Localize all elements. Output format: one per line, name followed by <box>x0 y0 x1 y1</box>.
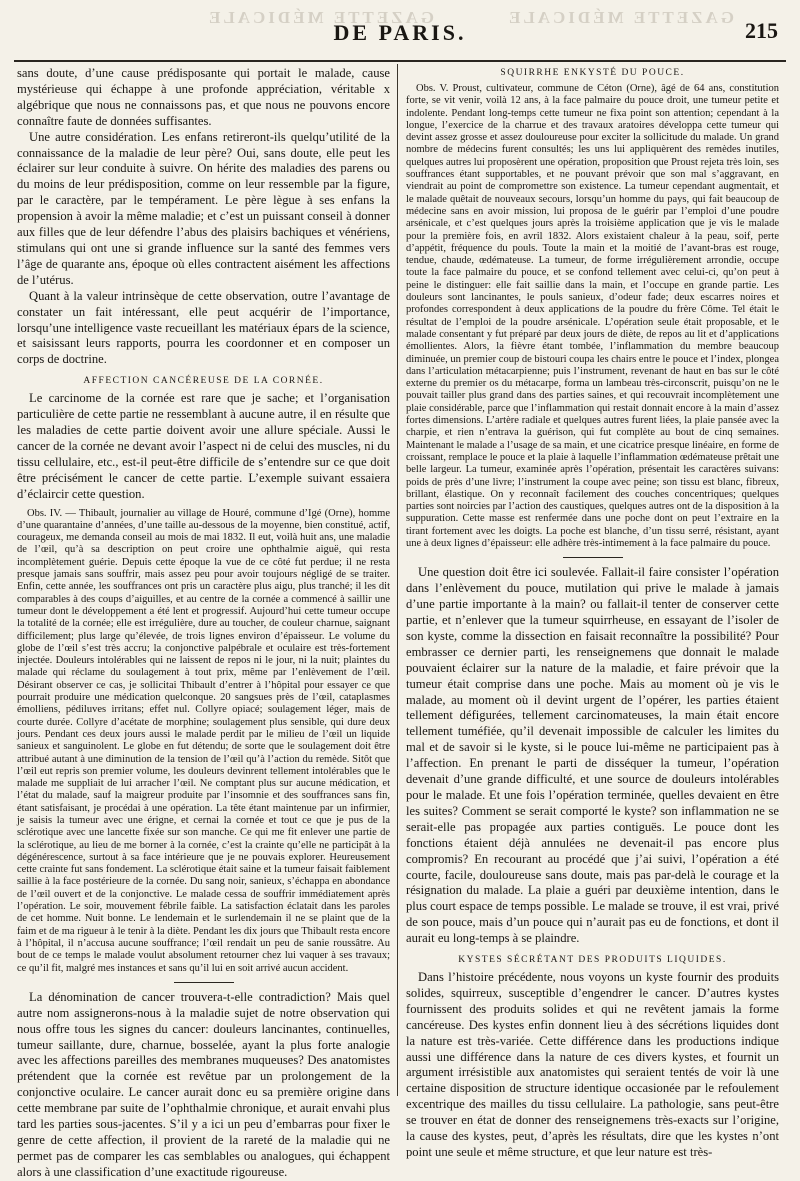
paragraph: Une question doit être ici soulevée. Fallait-il faire consister l’opération dans l’enlèvement du pouce, mutilation qui prive le malade à jamais d’une partie importante à la main? ou fallait-il tenter de conserver cette partie, et n’enlever que la tumeur squirrheuse, en essayant de l’isoler de son kyste, comme la dissection en faisait reconnaître la possibilité? Pour embrasser ce dernier parti, les renseignemens que donnait le malade pouvaient éclairer sur la nature de la maladie, et faire prévoir que la tumeur était comprise dans une poche. Mais au moment où je vis le malade, au moment où il devint urgent de l’opérer, les parties étaient tellement défigurées, tellement carcinomateuses, la main était encore tellement tuméfiée, qu’il devenait impossible de calculer les limites du mal et de savoir si le kyste, si le pouce lui-même ne participaient pas à l’affection. En prenant le parti de disséquer la tumeur, l’opération devenait d’une grande difficulté, et une source de douleurs intolérables pour le malade. Et une fois l’opération terminée, quelles devaient en être les suites? Comment se serait comporté le kyste? son inflammation ne se serait-elle pas propagée aux parties contiguës. Le pouce dont les fonctions étaient déjà annulées ne devenait-il pas encore plus compromis? En recourant au procédé que j’ai suivi, l’opération a été courte, facile, douloureuse sans doute, mais pas par-delà le courage et la résignation du malade. La plaie a guéri par deuxième intention, dans le plus court espace de temps possible. Le malade se trouve, il est vrai, privé de son pouce, mais d’un pouce qui n’aurait pas eu de fonctions, et dont il aurait eu long-temps à se plaindre. <box>406 565 779 946</box>
section-heading-cornea: AFFECTION CANCÉREUSE DE LA CORNÉE. <box>83 376 324 387</box>
section-heading-cysts: KYSTES SÉCRÉTANT DES PRODUITS LIQUIDES. <box>458 955 727 966</box>
bleed-through-right: GAZETTE MÉDICALE <box>506 8 734 27</box>
observation-v: Obs. V. Proust, cultivateur, commune de Céton (Orne), âgé de 64 ans, constitution forte, se vit venir, voilà 12 ans, à la face palmaire du pouce droit, une tumeur petite et indolente. Pendant long-temps cette tumeur ne fixa point son attention; cependant à la longue, l’exercice de la charrue et des travaux aratoires développa cette tumeur qui devint assez grosse et assez douloureuse pour exciter la sollicitude du malade. Un grand nombre de médecins furent consultés; les uns lui appliquèrent des remèdes inutiles, quelques autres lui proposèrent une opération, proposition que Proust rejeta très loin, ses souffrances étant supportables, et ne pouvant prévoir que son mal s’aggravant, en viendrait au point de compromettre son existence. La tumeur cependant augmentait, et le malade quêtait de nouveaux secours, lorsqu’un homme du pays, qui fait beaucoup de médecine sans en avoir mission, lui proposa de le guérir par l’emploi d’une poudre arsénicale, et c’est quelques jours après la troisième application que je vis le malade pour la première fois, en avril 1832. Alors existaient chaleur à la peau, soif, perte d’appétit, fréquence du pouls. Toute la main et la moitié de l’avant-bras est rouge, tendue, chaude, œdémateuse. La tumeur, de forme irrégulièrement arrondie, occupe toute la face palmaire du pouce, et se confond tellement avec celui-ci, qu’on peut à peine le distinguer: elle fait saillie dans la main, et l’occupe en grande partie. Les douleurs sont lancinantes, le pouls sanieux, d’odeur fade; deux escarres noires et profondes correspondent à deux applications de la poudre du frère Côme. Tel était le résultat de l’emploi de la poudre arsénicale. L’opération seule était proposable, et le malade consentant y fut préparé par deux jours de diète, de repos au lit et d’applications émollientes. Alors, la fièvre étant tombée, l’inflammation du membre beaucoup diminuée, un premier coup de bistouri coupa les chairs entre le pouce et l’index, plongea dans l’articulation métacarpienne; puis l’instrument, revenant de haut en bas sur le côté externe du premier os du métacarpe, forma un lambeau très-circonscrit, puisqu’on ne le pouvait tailler plus grand dans des parties saines, et qui recouvrait incomplètement une plaie considérable, parce que l’inflammation qui restait donnait encore à la main d’assez fortes dimensions. L’artère radiale et quelques autres furent liées, la plaie pansée avec la charpie, et rien n’entrava la guérison, qui fut complète au bout de cinq semaines. Maintenant le malade a l’usage de sa main, et une cicatrice presque linéaire, en forme de croissant, remplace le pouce et la plaie à laquelle l’inflammation œdémateuse prêtait une belle largeur. La tumeur, examinée après l’opération, présentait les caractères suivans: poids de près d’une livre; l’instrument la coupe avec peine; son tissu est blanc, fibreux, brillant, élastique. On y reconnaît facilement des couches concentriques; quelques parties sont noircies par l’action des caustiques, quelques autres ont de la disposition à la suppuration. Cette masse est renfermée dans une poche dont on peut l’extraire en la tirant fortement avec les doigts. La poche est blanche, d’un tissu serré, résistant, ayant une à deux lignes d’épaisseur: elle adhère très-intimement à la face palmaire du pouce. <box>406 83 779 549</box>
paragraph: Une autre considération. Les enfans retireront-ils quelqu’utilité de la connaissance de la maladie de leur père? Oui, sans doute, elle peut les éclairer sur leur conduite à suivre. On hérite des maladies des parens ou du moins de leur prédisposition, comme on leur ressemble par la figure, par le caractère, par le tempérament. Le père lègue à ses enfans la propension à avoir la même maladie; et c’est un puissant conseil à donner aux filles que de leur défendre l’abus des plaisirs bachiques et vénériens, stimulans qui ont une si grande influence sur la santé des femmes vers l’âge de quarante ans, époque où elles contractent aisément les affections de l’utérus. <box>17 129 390 287</box>
section-heading-thumb: SQUIRRHE ENKYSTÉ DU POUCE. <box>500 68 685 78</box>
paragraph: sans doute, d’une cause prédisposante qui portait le malade, cause mystérieuse qui échappe à une profonde appréciation, véritable x algébrique que nous ne connaissons pas, et que nous ne pouvons encore connaître faute de données suffisantes. <box>17 66 390 128</box>
paragraph: Le carcinome de la cornée est rare que je sache; et l’organisation particulière de cette partie ne ressemblant à aucune autre, il en résulte que les maladies de cette partie doivent avoir une allure spéciale. Aussi le cancer de la cornée ne devant avoir l’aspect ni de celui des muscles, ni du tissu cellulaire, etc., est-il peut-être difficile de s’entendre sur ce que doit être précisément le cancer de cette partie. L’exemple suivant essaiera d’éclaircir cette question. <box>17 391 390 501</box>
page-title: DE PARIS. <box>333 20 467 45</box>
paragraph: Quant à la valeur intrinsèque de cette observation, outre l’avantage de constater un fait intéressant, elle peut acquérir de l’importance, lorsqu’une intelligence vaste recueillant les matériaux épars de la science, et saisissant leurs rapports, pourra les coordonner et en composer un corps de doctrine. <box>17 288 390 367</box>
bleed-through-left: GAZETTE MÉDICALE <box>206 8 434 27</box>
separator-rule <box>563 557 623 558</box>
right-column <box>406 66 779 1159</box>
left-column <box>17 66 390 1179</box>
observation-iv: Obs. IV. — Thibault, journalier au village de Houré, commune d’Igé (Orne), homme d’une quarantaine d’années, d’une taille au-dessous de la moyenne, bien constitué, actif, courageux, me demanda conseil au mois de mai 1832. Il eut, voilà huit ans, une maladie de l’œil, qu’à sa description on peut croire une ophthalmie aiguë, qui resta incomplètement guérie. Depuis cette époque la vue de ce côté fut perdue; il ne resta presque jamais sans souffrir, mais assez peu pour avoir toujours négligé de se traiter. Enfin, cette année, les souffrances ont pris un caractère plus aigu, plus tranché; il les dit comparables à des coups d’aiguilles, et au centre de la cornée a commencé à saillir une tumeur dont le développement a été lent et progressif. Aujourd’hui cette tumeur occupe la totalité de la cornée; elle est irrégulière, dure au toucher, de couleur charnue, saignant difficilement; plus large qu’élevée, de trois lignes environ d’épaisseur. Le volume du globe de l’œil s’est très accru; la conjonctive palpébrale et oculaire est très-fortement injectée. Douleurs intolérables qui ne laissent de repos ni le jour, ni la nuit; plaintes du malade qui réclame du soulagement à tout prix, même par l’enlèvement de l’œil. Désirant observer ce cas, je sollicitai Thibault d’entrer à l’hôpital pour essayer ce que pourrait produire une médication quelconque. 20 sangsues près de l’œil, cataplasmes émolliens, pédiluves irritans; effet nul. Collyre opiacé; soulagement léger, mais de courte durée. Collyre d’acétate de morphine; soulagement plus sensible, qui dure deux jours. Pendant ces deux jours aussi le malade perdit par le milieu de l’œil un liquide sanieux et sanguinolent. Le globe en fut détendu; de sorte que le soulagement doit être attribué autant à une diminution de la tension de l’œil qu’à l’action du remède. Sitôt que l’œil eut repris son premier volume, les douleurs devinrent tellement intolérables que le malade me suppliait de lui arracher l’œil. Ne comptant plus sur aucune médication, et l’état du malade, sauf la maigreur produite par l’insomnie et des souffrances sans fin, étant satisfaisant, je procédai à une opération. La tête étant maintenue par un infirmier, je saisis la tumeur avec une érigne, et cernai la cornée et tout ce que je pus de la sclérotique avec une lancette fixée sur son manche. Ce qui me fit enlever une partie de la sclérotique, au lieu de me borner à la cornée, c’est la crainte qu’elle ne participât à la dégénérescence, surtout à sa face intérieure que je ne pouvais explorer. Heureusement cette crainte fut sans fondement. La sclérotique était saine et la tumeur faisait faiblement saillie à la face postérieure de la cornée. Du sang noir, sanieux, s’échappa en abondance de l’œil ouvert et de la conjonctive. Le malade cessa de souffrir immédiatement après l’opération. Le soir, mouvement fébrile faible. La satisfaction éclatait dans les paroles de cet homme. Nuit bonne. Le lendemain et le surlendemain il ne se plaint que de la faim et de ma rigueur à le tenir à la diète. Pendant les dix jours que Thibault resta encore à l’hôpital, il n’accusa aucune souffrance; l’œil rendait un peu de sanie roussâtre. Au bout de ce temps le malade voulut absolument retourner chez lui vaquer à ses travaux; ce qu’il fit, malgré mes instances et sans qu’il lui en soit arrivé aucun accident. <box>17 507 390 974</box>
page-number: 215 <box>745 18 778 43</box>
separator-rule <box>174 982 234 983</box>
paragraph: Dans l’histoire précédente, nous voyons un kyste fournir des produits solides, squirreux, susceptible d’engendrer le cancer. D’autres kystes fournissent des produits solides et qui ne revêtent jamais la forme cancéreuse. Des kystes enfin donnent lieu à des sécrétions liquides dont la nature est très-variée. Cette différence dans les productions indique aussi une différence dans la nature de ces divers kystes, et fournit un argument irrésistible aux anatomistes qui seraient tentés de voir là une certaine disposition de structure identique occasionée par le refoulement excentrique des mailles du tissu cellulaire. La pathologie, sans peut-être se trouver en état de donner des renseignemens très-exacts sur l’origine, la cause des kystes, peut, d’après les résultats, dire que les kystes n’ont point une seule et même structure, et que leur nature est très- <box>406 970 779 1159</box>
column-divider <box>397 64 398 1096</box>
header-rule <box>14 60 786 62</box>
page-header <box>0 12 800 46</box>
paragraph: La dénomination de cancer trouvera-t-elle contradiction? Mais quel autre nom assignerons-nous à la maladie sujet de notre observation qui nous offre tous les signes du cancer: douleurs lancinantes, continuelles, tumeur saillante, dure, charnue, bosselée, ayant la plus forte analogie avec les affections pareilles des membranes muqueuses? Des anatomistes prétendent que la cornée est revêtue par un prolongement de la conjonctive oculaire. Le cancer aurait donc eu sa première origine dans cette membrane par suite de l’ophthalmie chronique, et aurait envahi plus tard les parties sous-jacentes. S’il y a ici un peu d’embarras pour fixer le genre de cette affection, il provient de la rareté de la maladie qui ne permet pas de comparer les cas semblables ou analogues, qui échappent alors à une classification d’une exactitude rigoureuse. <box>17 989 390 1179</box>
